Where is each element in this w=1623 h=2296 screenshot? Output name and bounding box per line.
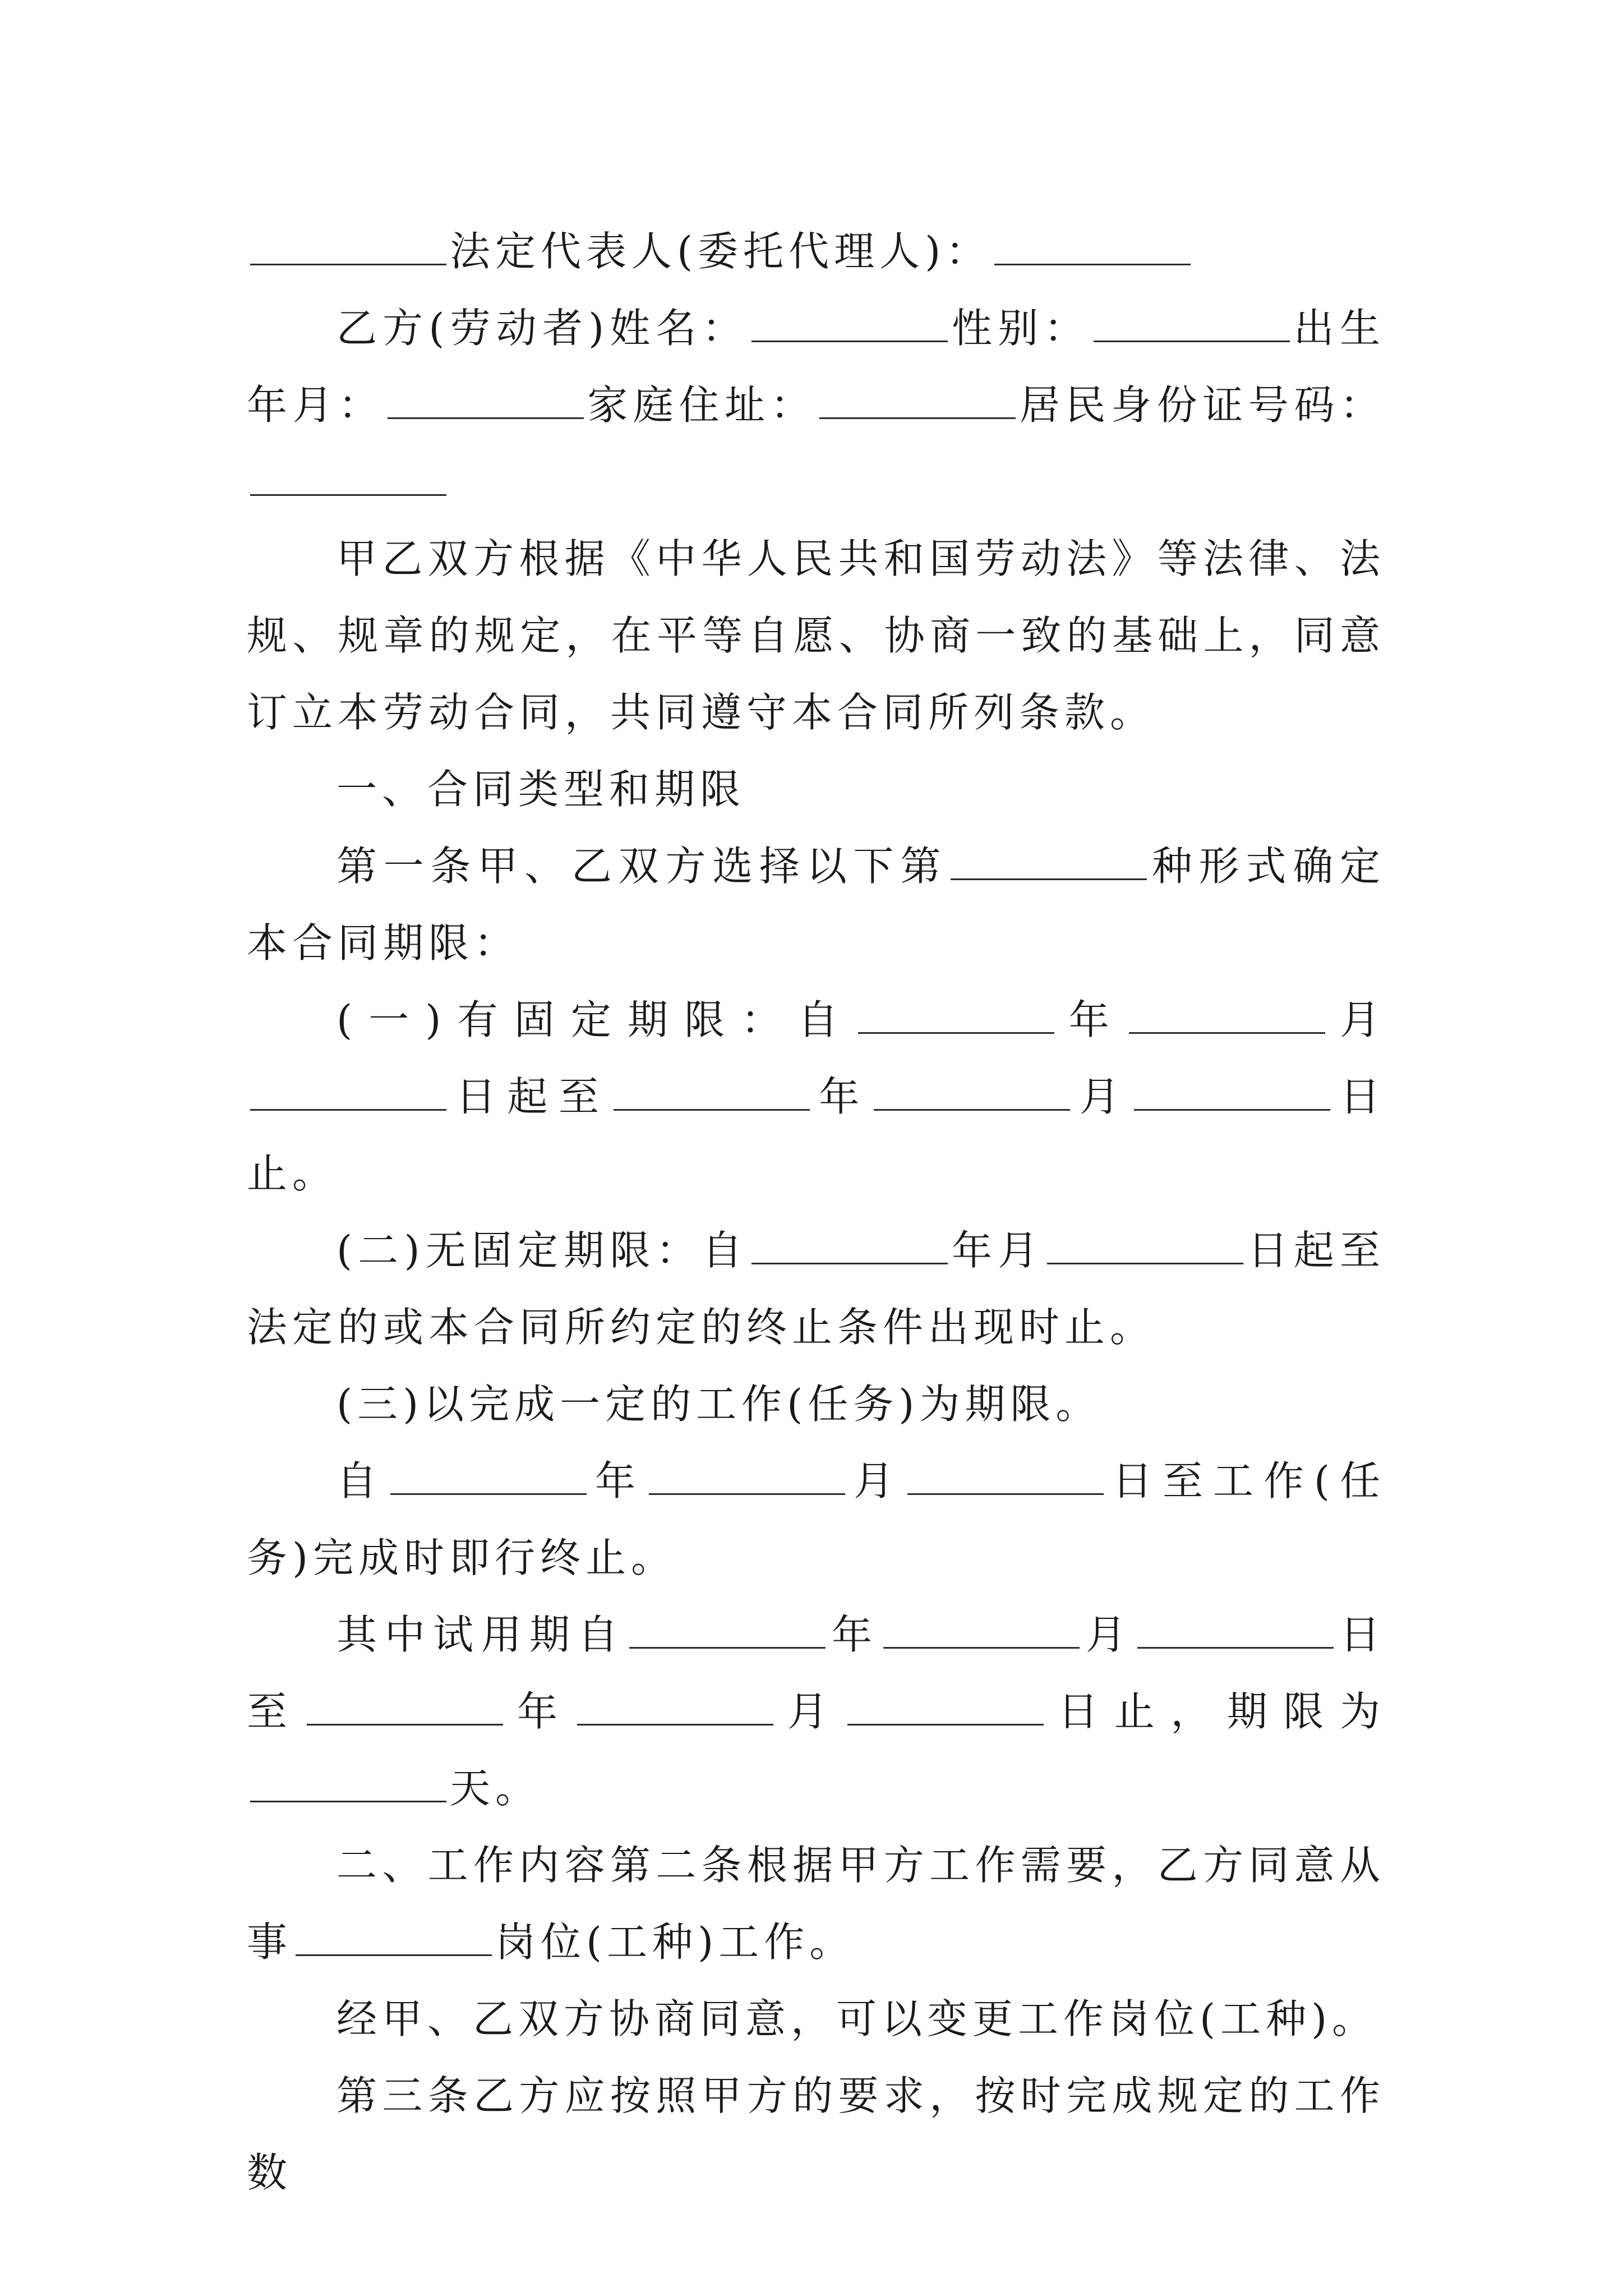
contract-paragraph [247,1827,1385,1981]
contract-paragraph [247,213,1385,290]
fill-in-blank [296,1950,492,1956]
fill-in-blank [1094,336,1290,342]
paragraph-text: 日起至法定的或本合同所约定的终止条件出现时止。 [247,1227,1385,1351]
fill-in-blank [250,1105,446,1111]
paragraph-text: 年 [590,1457,645,1504]
contract-paragraph [247,290,1385,521]
fill-in-blank [951,874,1147,880]
paragraph-text: 年 [813,1073,870,1120]
fill-in-blank [751,336,948,342]
paragraph-text: 月 [1082,1611,1134,1658]
fill-in-blank [819,413,1016,419]
paragraph-text: 乙方(劳动者)姓名： [336,305,748,352]
paragraph-text: 种形式确定本合同期限： [247,843,1385,967]
contract-paragraph [247,1981,1385,2058]
paragraph-text: 家庭住址： [587,381,817,429]
paragraph-text: 岗位(工种)工作。 [495,1918,855,1966]
contract-paragraph [247,1443,1385,1596]
paragraph-text: (一)有固定期限：自 [336,996,855,1043]
fill-in-blank [874,1105,1070,1111]
fill-in-blank [250,259,446,265]
fill-in-blank [883,1642,1080,1649]
fill-in-blank [1134,1105,1330,1111]
contract-paragraph [247,828,1385,982]
paragraph-text: 日止，期限为 [1046,1688,1385,1735]
paragraph-text: 第三条乙方应按照甲方的要求，按时完成规定的工作数 [247,2072,1385,2196]
fill-in-blank [250,1796,446,1802]
fill-in-blank [307,1719,503,1726]
paragraph-text: 年 [506,1688,574,1735]
paragraph-text: 甲乙双方根据《中华人民共和国劳动法》等法律、法规、规章的规定，在平等自愿、协商一致的基础上，同意订立本劳动合同，共同遵守本合同所列条款。 [247,535,1385,736]
contract-paragraph [247,982,1385,1212]
paragraph-text: 月 [1328,996,1385,1043]
fill-in-blank [1129,1028,1325,1034]
fill-in-blank [629,1642,826,1649]
paragraph-text: 其中试用期自 [336,1611,626,1658]
fill-in-blank [1137,1642,1334,1649]
paragraph-text: 性别： [951,305,1090,352]
paragraph-text: 年 [828,1611,880,1658]
contract-paragraph [247,521,1385,751]
fill-in-blank [649,1489,845,1495]
contract-paragraph [247,2058,1385,2211]
paragraph-text: 年 [1057,996,1126,1043]
paragraph-text: 月 [848,1457,904,1504]
paragraph-text: 日至工作(任务)完成时即行终止。 [247,1457,1385,1581]
paragraph-text: 日起至 [450,1073,610,1120]
contract-paragraph [247,1596,1385,1827]
contract-page [247,213,1385,2211]
fill-in-blank [847,1719,1044,1726]
paragraph-text: 年月 [951,1227,1044,1274]
fill-in-blank [907,1489,1104,1495]
fill-in-blank [388,413,584,419]
paragraph-text: 天。 [450,1765,541,1812]
paragraph-text: 自 [336,1457,387,1504]
fill-in-blank [577,1719,773,1726]
paragraph-text: 月 [1073,1073,1131,1120]
paragraph-text: 日止。 [247,1073,1385,1197]
paragraph-text: 居民身份证号码： [1019,381,1385,429]
paragraph-text: 二、工作内容第二条根据甲方工作需要，乙方同意从事 [247,1842,1385,1966]
paragraph-text: 一、合同类型和期限 [336,766,746,813]
fill-in-blank [250,490,446,496]
paragraph-text: 出生年月： [247,305,1385,429]
contract-paragraph [247,1212,1385,1366]
paragraph-text: (二)无固定期限：自 [336,1227,748,1274]
contract-paragraph [247,751,1385,828]
fill-in-blank [994,259,1191,265]
paragraph-text: 第一条甲、乙双方选择以下第 [336,843,948,890]
paragraph-text: 法定代表人(委托代理人)： [450,228,992,275]
paragraph-text: (三)以完成一定的工作(任务)为期限。 [336,1381,1101,1428]
fill-in-blank [614,1105,810,1111]
paragraph-text: 月 [776,1688,844,1735]
fill-in-blank [751,1258,948,1264]
paragraph-text: 经甲、乙双方协商同意，可以变更工作岗位(工种)。 [336,1995,1378,2042]
fill-in-blank [858,1028,1054,1034]
fill-in-blank [1047,1258,1243,1264]
fill-in-blank [390,1489,587,1495]
paragraph-text: 日至 [247,1611,1385,1735]
contract-paragraph [247,1366,1385,1443]
